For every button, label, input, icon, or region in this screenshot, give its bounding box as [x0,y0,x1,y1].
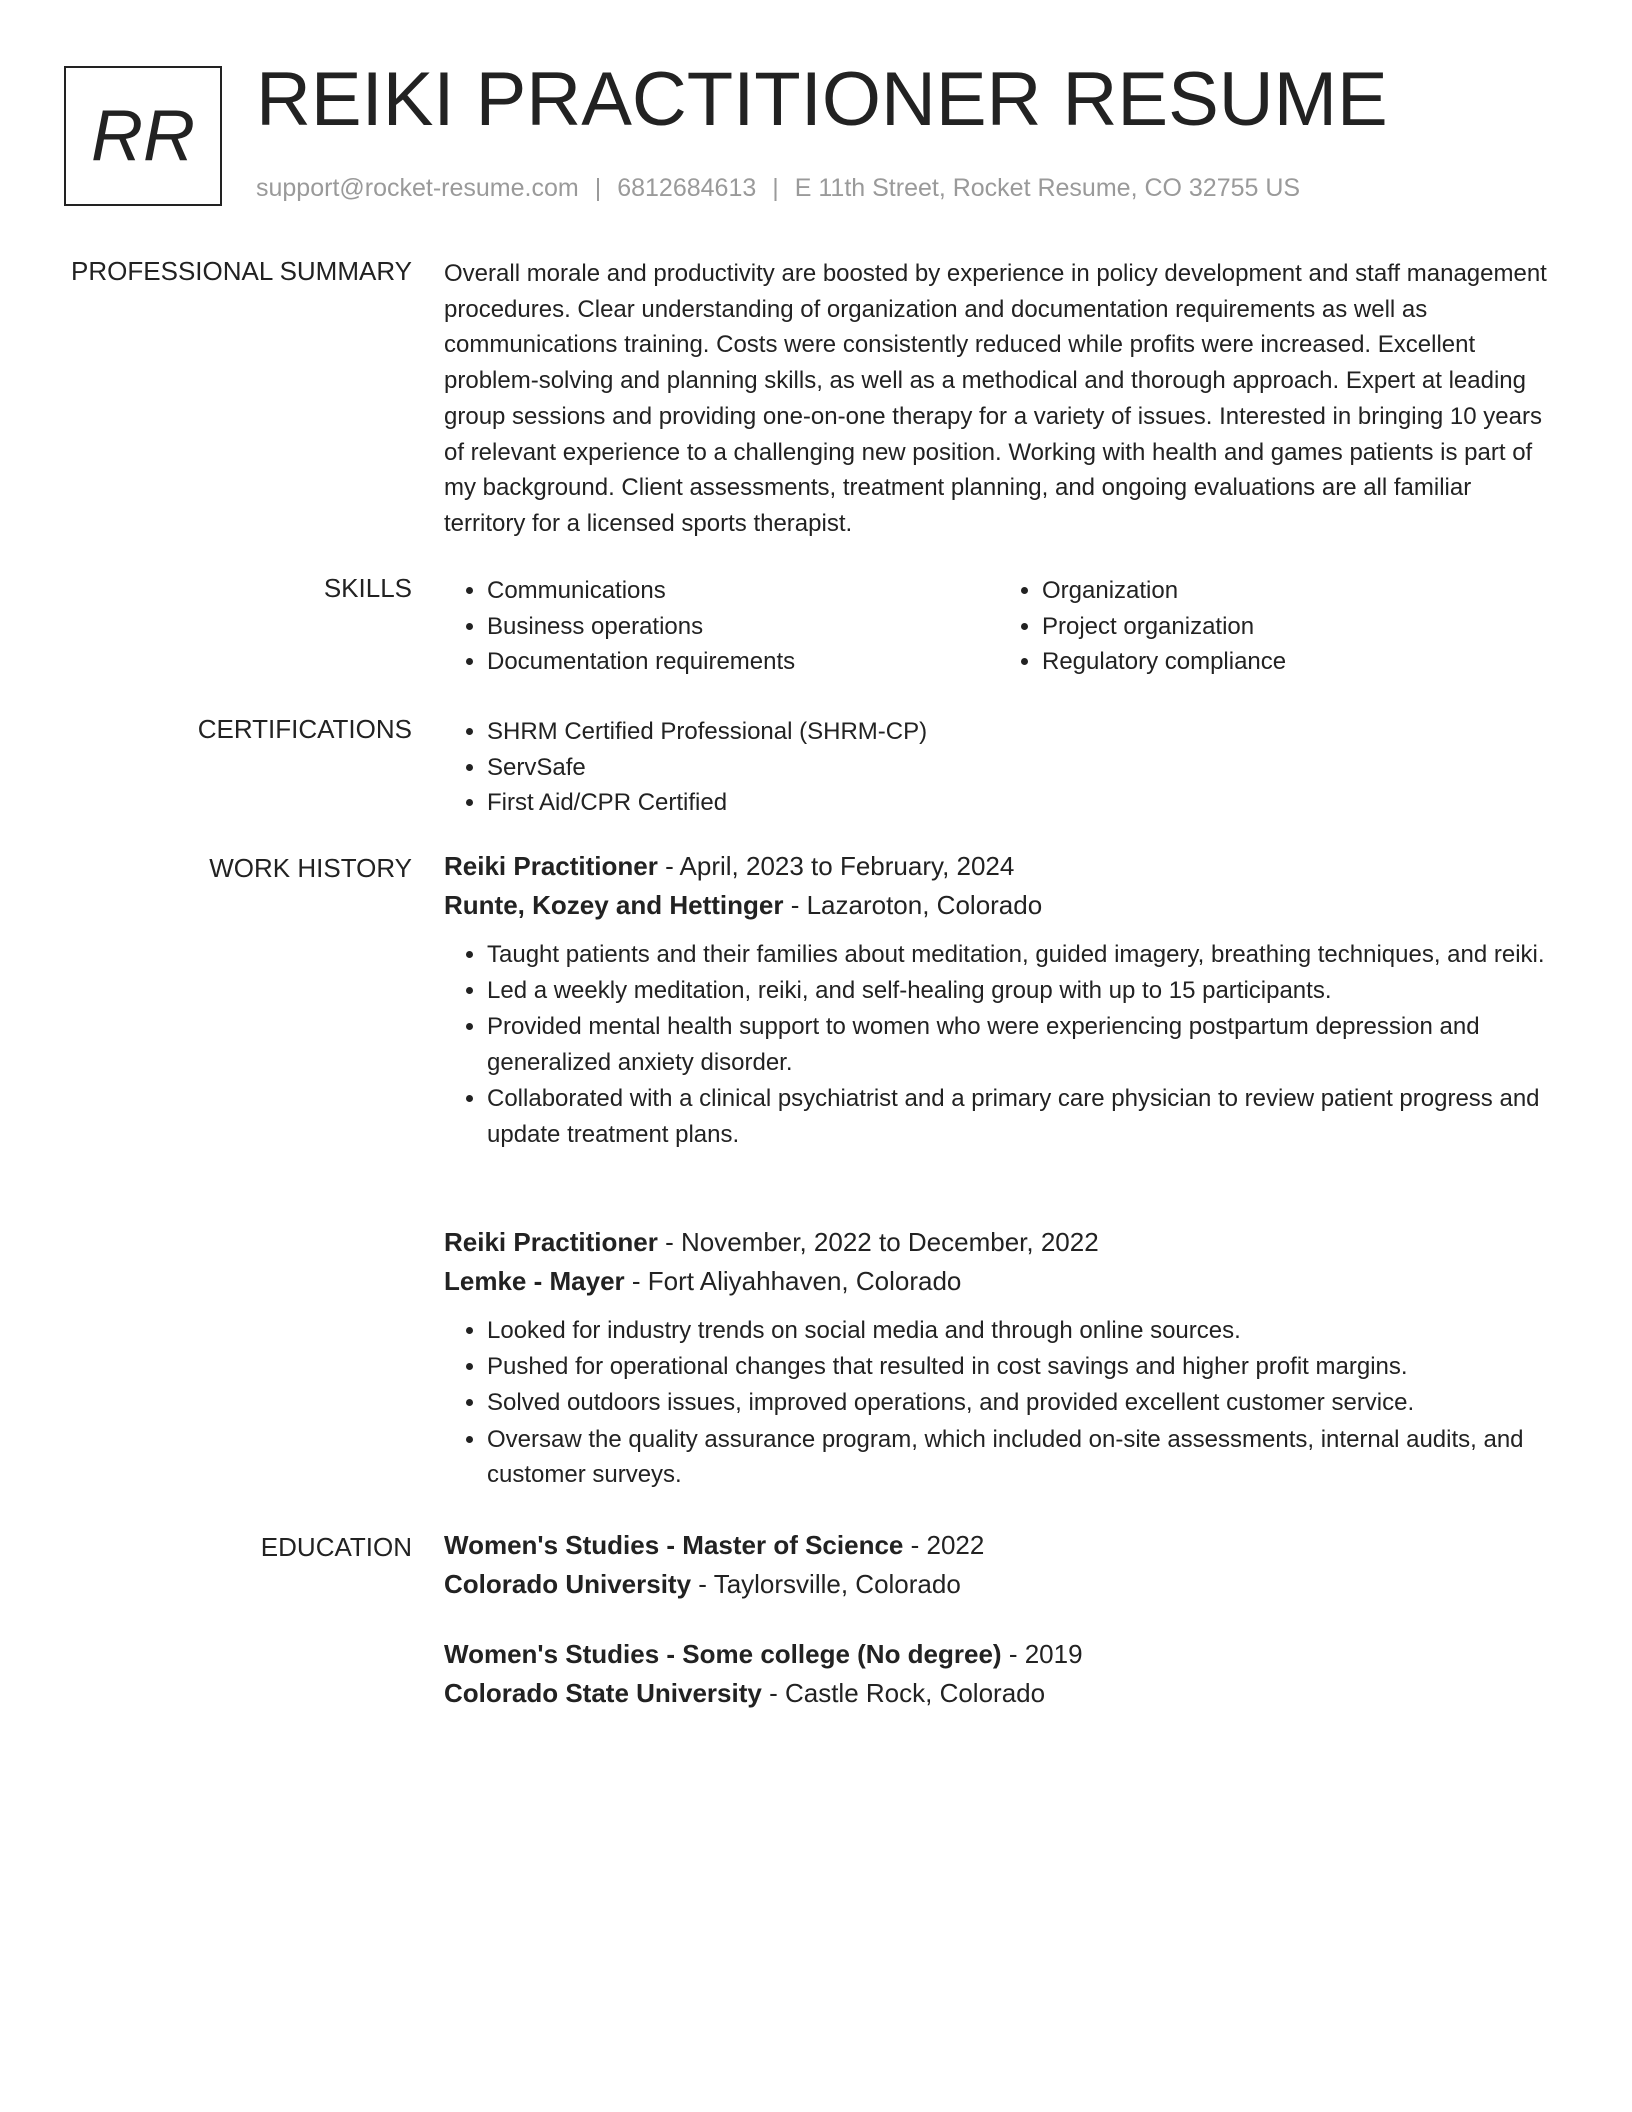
section-label-work-history: WORK HISTORY [209,853,412,883]
skill-item: • Communications [487,573,999,609]
skill-item: • Business operations [487,609,999,645]
job-entry [444,1223,1554,1494]
contact-address: E 11th Street, Rocket Resume, CO 32755 US [794,174,1301,202]
education-school: Colorado University [444,1569,692,1599]
job-title-line [444,1223,1554,1262]
contact-separator: | [772,174,779,202]
monogram-logo: RR [64,66,222,206]
education-entry [444,1526,1554,1604]
contact-email: support@rocket-resume.com [256,174,579,202]
certification-item: • SHRM Certified Professional (SHRM-CP) [487,714,1554,750]
education-entry [444,1635,1554,1713]
skills-column [444,573,999,680]
education-degree: Women's Studies - Some college (No degree) [444,1639,1002,1669]
education-degree-line [444,1526,1554,1565]
contact-line [256,174,1300,203]
summary-text: Overall morale and productivity are boosted by experience in policy development and staff management procedures. Clear understanding of organization and documentation requirements as well as communications training. Costs were consistently reduced while profits were increased. Excellent problem-solving and planning skills, as well as a methodical and thorough approach. Expert at leading group sessions and providing one-on-one therapy for a variety of issues. Interested in bringing 10 years of relevant experience to a challenging new position. Working with health and games patients is part of my background. Client assessments, treatment planning, and ongoing evaluations are all familiar territory for a licensed sports therapist. [444,260,1547,537]
skills-list [444,573,1554,680]
resume-title: REIKI PRACTITIONER RESUME [256,57,1388,142]
job-bullet: • Oversaw the quality assurance program, which included on-site assessments, internal audits, and customer surveys. [487,1422,1554,1493]
job-dates: - November, 2022 to December, 2022 [657,1227,1099,1257]
job-bullet: • Taught patients and their families about meditation, guided imagery, breathing techniques, and reiki. [487,937,1554,973]
job-bullet: • Provided mental health support to women who were experiencing postpartum depression and generalized anxiety disorder. [487,1009,1554,1080]
job-location: - Fort Aliyahhaven, Colorado [624,1266,962,1296]
job-title: Reiki Practitioner [444,851,658,881]
section-label-summary: PROFESSIONAL SUMMARY [71,256,412,286]
job-bullet: • Looked for industry trends on social media and through online sources. [487,1313,1554,1349]
certifications-list [444,714,1554,821]
skill-item: • Regulatory compliance [1042,644,1554,680]
education-school-line [444,1565,1554,1604]
section-label-education: EDUCATION [260,1532,412,1562]
job-bullet: • Collaborated with a clinical psychiatrist and a primary care physician to review patient progress and update treatment plans. [487,1081,1554,1152]
education-degree: Women's Studies - Master of Science [444,1530,904,1560]
section-label-certifications: CERTIFICATIONS [197,714,412,744]
job-entry [444,847,1554,1153]
job-location: - Lazaroton, Colorado [783,890,1043,920]
job-bullets [444,937,1554,1153]
contact-separator: | [594,174,602,202]
education-year: - 2019 [1001,1639,1083,1669]
skill-item: • Project organization [1042,609,1554,645]
section-label-skills: SKILLS [323,573,412,603]
job-company-line [444,886,1554,925]
job-company-line [444,1262,1554,1301]
job-company: Runte, Kozey and Hettinger [444,890,784,920]
job-title: Reiki Practitioner [444,1227,658,1257]
job-bullet: • Pushed for operational changes that resulted in cost savings and higher profit margins. [487,1349,1554,1385]
education-school: Colorado State University [444,1678,762,1708]
education-location: - Castle Rock, Colorado [761,1678,1046,1708]
job-dates: - April, 2023 to February, 2024 [657,851,1015,881]
job-bullets [444,1313,1554,1493]
contact-phone: 6812684613 [617,174,757,202]
certification-item: • ServSafe [487,750,1554,786]
job-bullet: • Solved outdoors issues, improved operations, and provided excellent customer service. [487,1385,1554,1421]
job-bullet: • Led a weekly meditation, reiki, and self-healing group with up to 15 participants. [487,973,1554,1009]
skills-column [999,573,1554,680]
job-title-line [444,847,1554,886]
education-school-line [444,1674,1554,1713]
education-degree-line [444,1635,1554,1674]
job-company: Lemke - Mayer [444,1266,625,1296]
certification-item: • First Aid/CPR Certified [487,785,1554,821]
skill-item: • Organization [1042,573,1554,609]
skill-item: • Documentation requirements [487,644,999,680]
education-year: - 2022 [903,1530,985,1560]
education-location: - Taylorsville, Colorado [691,1569,961,1599]
